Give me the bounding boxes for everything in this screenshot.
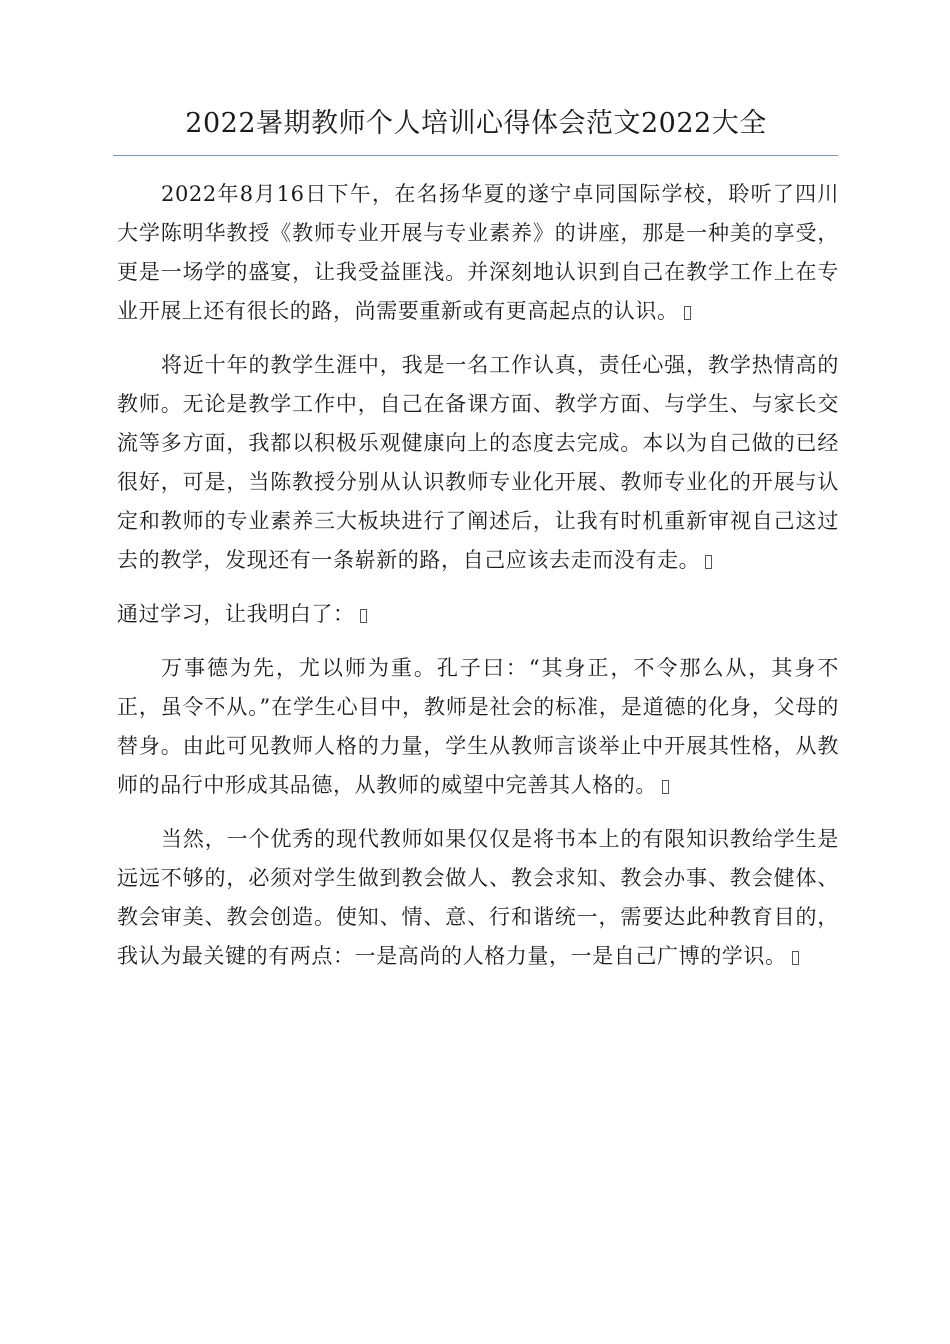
document-body [117, 175, 839, 991]
paragraph-5 [117, 820, 839, 976]
paragraph-2-text: 将近十年的教学生涯中，我是一名工作认真，责任心强，教学热情高的教师。无论是教学工作中，自己在备课方面、教学方面、与学生、与家长交流等多方面，我都以积极乐观健康向上的态度去完成。本以为自己做的已经很好，可是，当陈教授分别从认识教师专业化开展、教师专业化的开展与认定和教师的专业素养三大板块进行了阐述后，让我有时机重新审视自己这过去的教学，发现还有一条崭新的路，自己应该去走而没有走。 [117, 353, 839, 572]
paragraph-end-mark-icon [684, 306, 691, 320]
paragraph-end-mark-icon [360, 609, 367, 623]
paragraph-3 [117, 595, 839, 634]
document-title: 2022暑期教师个人培训心得体会范文2022大全 [185, 108, 767, 139]
paragraph-4-text: 万事德为先，尤以师为重。孔子曰：“其身正，不令那么从，其身不正，虽令不从。”在学生心目中，教师是社会的标准，是道德的化身，父母的替身。由此可见教师人格的力量，学生从教师言谈举止中开展其性格，从教师的品行中形成其品德，从教师的威望中完善其人格的。 [117, 656, 839, 797]
paragraph-end-mark-icon [662, 780, 669, 794]
paragraph-2 [117, 346, 839, 580]
paragraph-end-mark-icon [705, 555, 712, 569]
paragraph-1-text: 2022年8月16日下午，在名扬华夏的遂宁卓同国际学校，聆听了四川大学陈明华教授《教师专业开展与专业素养》的讲座，那是一种美的享受，更是一场学的盛宴，让我受益匪浅。并深刻地认识到自己在教学工作上在专业开展上还有很长的路，尚需要重新或有更高起点的认识。 [117, 182, 839, 323]
paragraph-5-text: 当然，一个优秀的现代教师如果仅仅是将书本上的有限知识教给学生是远远不够的，必须对学生做到教会做人、教会求知、教会办事、教会健体、教会审美、教会创造。使知、情、意、行和谐统一，需要达此种教育目的，我认为最关键的有两点：一是高尚的人格力量，一是自己广博的学识。 [117, 827, 839, 968]
paragraph-end-mark-icon [792, 951, 799, 965]
paragraph-4 [117, 649, 839, 805]
paragraph-1 [117, 175, 839, 331]
paragraph-3-text: 通过学习，让我明白了： [117, 602, 355, 626]
title-divider [113, 155, 838, 156]
